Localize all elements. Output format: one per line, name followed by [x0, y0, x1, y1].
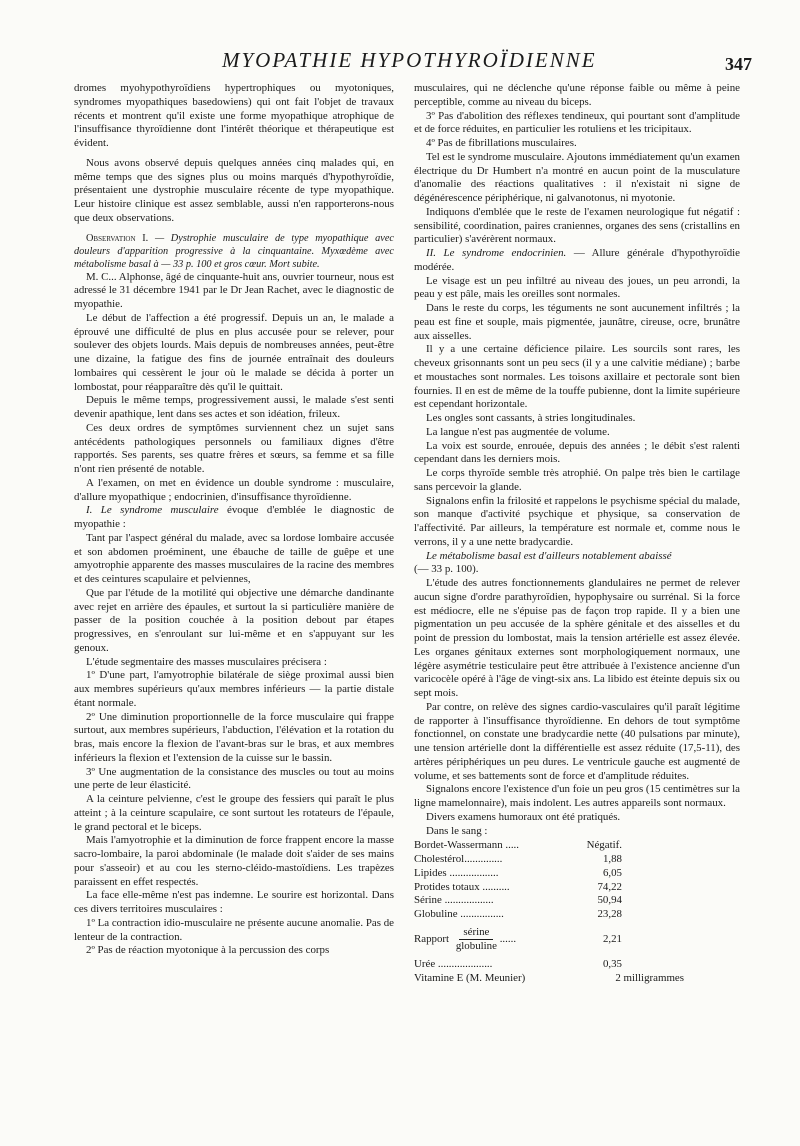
paragraph: La face elle-même n'est pas indemne. Le sourire est horizontal. Dans ces divers territoires musculaires : — [74, 889, 394, 915]
paragraph: Que par l'étude de la motilité qui objective une démarche dandinante avec rejet en arrière des épaules, et surtout la si particulière manière de passer de la position couchée à la position debout par étapes progressives, en s'enroulant sur lui-même et en s'appuyant sur les genoux. — [74, 586, 394, 654]
syndrome-text: évoque d'emblée le diagnostic de myopathie : — [74, 504, 394, 530]
paragraph: Mais l'amyotrophie et la diminution de force frappent encore la masse sacro-lombaire, la paroi abdominale (le malade doit s'aider de ses mains pour s'asseoir) et au cou les sterno-cléido-mastoïdiens. Les trapèzes paraissent en effet respectés. — [74, 834, 394, 888]
paragraph: La voix est sourde, enrouée, depuis des années ; le débit s'est ralenti cependant dans les derniers mois. — [414, 439, 740, 466]
paragraph: Le visage est un peu infiltré au niveau des joues, un peu arrondi, la peau y est pâle, mais les oreilles sont normales. — [414, 274, 740, 301]
paragraph: Depuis le même temps, progressivement aussi, le malade s'est senti devenir apathique, lent dans ses actes et son idéation, frileux. — [74, 394, 394, 420]
paragraph: 2º Pas de réaction myotonique à la percussion des corps — [86, 944, 330, 957]
paragraph: L'étude segmentaire des masses musculaires précisera : — [86, 655, 327, 668]
observation-title: — Dystrophie musculaire de type myopathique avec douleurs d'apparition progressive à la cinquantaine. Myxœdème avec métabolisme basal à — 33 p. 100 et gros cœur. Mort subite. — [74, 232, 394, 270]
paragraph: Divers examens humoraux ont été pratiqués. — [426, 810, 621, 823]
paragraph: 3º Pas d'abolition des réflexes tendineux, qui pourtant sont d'amplitude et de force réduites, en particulier les rotuliens et les tricipitaux. — [414, 109, 740, 136]
paragraph: Ces deux ordres de symptômes surviennent chez un sujet sans antécédents pathologiques personnels ou familiaux dignes d'être rapportés. Ses parents, ses quatre frères et sœurs, sa femme et sa fille n'ont rien présenté de notable. — [74, 421, 394, 475]
paragraph: dromes myohypothyroïdiens hypertrophiques ou myotoniques, syndromes myopathiques basedowiens) qui ont fait l'objet de travaux récents et montrent qu'il existe une forme myopathique atrophique de l'insuffisance thyroïdienne dont l'intérêt théorique et thérapeutique est évident. — [74, 82, 394, 149]
page-number: 347 — [725, 54, 752, 74]
paragraph: M. C... Alphonse, âgé de cinquante-huit ans, ouvrier tourneur, nous est adressé le 31 décembre 1941 par le Dr Jean Rachet, avec le diagnostic de myopathie. — [74, 270, 394, 310]
page-header — [72, 46, 752, 76]
paragraph: 1º La contraction idio-musculaire ne présente aucune anomalie. Pas de lenteur de la contraction. — [74, 916, 394, 943]
lab-row: Vitamine E (M. Meunier) 2 milligrammes — [414, 971, 684, 984]
paragraph: Tant par l'aspect général du malade, avec sa lordose lombaire accusée et son abdomen proéminent, une ébauche de taille de guêpe et une amyotrophie apparente des masses musculaires de la racine des membres et des ceintures scapulaire et pelviennes, — [74, 531, 394, 585]
paragraph: 3º Une augmentation de la consistance des muscles ou tout au moins une perte de leur élasticité. — [74, 765, 394, 792]
endocrine-paragraph — [414, 247, 740, 275]
metabolism-value: (— 33 p. 100). — [414, 563, 479, 576]
syndrome-label: I. Le syndrome musculaire — [86, 504, 219, 517]
paragraph: 1º D'une part, l'amyotrophie bilatérale de siège proximal aussi bien aux membres supérieurs qu'aux membres inférieurs — la partie distale étant normale. — [74, 669, 394, 709]
lab-row: Bordet-Wassermann ..... Négatif. — [414, 839, 622, 852]
ratio-fraction: $\frac{\text{sérine}}{\text{globuline}}$ — [455, 926, 497, 953]
paragraph: Signalons encore l'existence d'un foie un peu gros (15 centimètres sur la ligne mamelonnaire), mais indolent. Les autres appareils sont normaux. — [414, 783, 740, 809]
endocrine-text: — Allure générale d'hypothyroïdie modérée. — [414, 247, 741, 273]
lab-row: Lipides .................. 6,05 — [414, 866, 622, 879]
paragraph: Il y a une certaine déficience pilaire. Les sourcils sont rares, les cheveux grisonnants sont un peu secs (il y a une calvitie médiane) ; barbe et moustaches sont normales. Les toisons axillaire et pectorale sont bien fournies. Il en est de même de la touffe pubienne, dont la limite supérieure est cependant horizontale. — [414, 343, 740, 411]
blood-intro: Dans le sang : — [426, 824, 488, 837]
endocrine-label: II. Le syndrome endocrinien. — [426, 247, 567, 259]
paragraph: 4º Pas de fibrillations musculaires. — [426, 137, 577, 149]
metabolism-italic: Le métabolisme basal est d'ailleurs notablement abaissé — [426, 549, 672, 562]
lab-row: Urée .................... 0,35 — [414, 957, 622, 970]
lab-results-table — [414, 839, 684, 985]
lab-row: Sérine .................. 50,94 — [414, 894, 622, 907]
paragraph: Le début de l'affection a été progressif. Depuis un an, le malade a éprouvé une difficulté de plus en plus accusée pour se relever, pour soulever des objets lourds. Mais depuis de nombreuses années, peut-être une dizaine, la fatigue des fins de journée entraînait des douleurs lombaires qui cessèrent le jour où le malade se décida à porter un lombostat, pour réapparaître dès qu'il le quittait. — [74, 311, 394, 393]
lab-row: Globuline ................ 23,28 — [414, 908, 622, 920]
paragraph: Les ongles sont cassants, à stries longitudinales. — [426, 412, 636, 424]
paragraph: L'étude des autres fonctionnements glandulaires ne permet de relever aucun signe d'ordre parathyroïdien, hypophysaire ou surrénal. Si la force est médiocre, elle ne s'épuise pas de façon trop rapide. Il y a bien une pigmentation un peu accusée de la sphère génitale et des aisselles et du point de pression du lombostat, mais la tension artérielle est assez élevée. Les organes génitaux externes sont morphologiquement normaux, une légère asymétrie testiculaire peut être attribuée à l'existence ancienne d'un varicocèle opéré à l'âge de vingt-six ans. La libido est éteinte depuis six ou sept mois. — [414, 577, 740, 699]
paragraph: Dans le reste du corps, les téguments ne sont aucunement infiltrés ; la peau est fine et souple, mais pigmentée, jaunâtre, cireuse, ocre, brunâtre aux aisselles. — [414, 302, 740, 342]
paragraph: Signalons enfin la frilosité et rappelons le psychisme spécial du malade, son manque d'activité psychique et physique, sa conservation de l'affectivité. Par ailleurs, la température est normale et, comme nous le verrons, il y a une nette bradycardie. — [414, 494, 740, 548]
observation-heading — [74, 232, 394, 271]
metabolism-paragraph — [414, 550, 740, 578]
paragraph: 2º Une diminution proportionnelle de la force musculaire qui frappe surtout, aux membres supérieurs, l'abduction, l'élévation et la rotation du bras, mais encore la flexion de l'avant-bras sur le bras, et aux membres inférieurs la flexion et l'extension de la cuisse sur le bassin. — [74, 710, 394, 764]
paragraph: Tel est le syndrome musculaire. Ajoutons immédiatement qu'un examen électrique du Dr Humbert n'a montré en aucun point de la musculature d'anomalie des réactions qualitatives : il n'existait ni signe de dégénérescence périphérique, ni galvanotonus, ni myotonie. — [414, 150, 740, 204]
syndrome-paragraph — [74, 504, 394, 532]
paragraph: Indiquons d'emblée que le reste de l'examen neurologique fut négatif : sensibilité, coordination, paires craniennes, organes des sens (cristallins en particulier) s'avérèrent normaux. — [414, 205, 740, 246]
running-title: MYOPATHIE HYPOTHYROÏDIENNE — [222, 48, 597, 72]
lab-row: Protides totaux .......... 74,22 — [414, 880, 622, 893]
paragraph: musculaires, qui ne déclenche qu'une réponse faible ou même à peine perceptible, comme au niveau du biceps. — [414, 82, 740, 108]
paragraph: Le corps thyroïde semble très atrophié. On palpe très bien le cartilage sans percevoir la glande. — [414, 467, 740, 493]
left-column — [74, 82, 394, 958]
paragraph: La langue n'est pas augmentée de volume. — [426, 425, 610, 438]
ratio-row: Rapport $\frac{\text{sérine}}{\text{globuline}}$ ...... 2,21 — [414, 926, 622, 953]
paragraph: Nous avons observé depuis quelques années cinq malades qui, en même temps que des signes plus ou moins marqués d'hypothyroïdie, présentaient une dystrophie musculaire récente de type myopathique. Leur histoire clinique est assez semblable, aussi n'en rapporterons-nous que deux observations. — [74, 156, 394, 224]
paragraph: A l'examen, on met en évidence un double syndrome : musculaire, d'allure myopathique ; endocrinien, d'insuffisance thyroïdienne. — [74, 476, 394, 503]
observation-label: Observation I. — [86, 232, 149, 244]
paragraph: A la ceinture pelvienne, c'est le groupe des fessiers qui paraît le plus atteint ; à la ceinture scapulaire, ce sont surtout les rotateurs de l'épaule, le grand pectoral et le biceps. — [74, 793, 394, 833]
paragraph: Par contre, on relève des signes cardio-vasculaires qu'il paraît légitime de rapporter à l'insuffisance thyroïdienne. En dehors de tout symptôme fonctionnel, on constate une bradycardie nette (40 pulsations par minute), une tension artérielle dont la différentielle est assez réduite (17,5-11), des artères périphériques un peu dures. Le ventricule gauche est augmenté de volume, et ses battements sont de force et d'amplitude réduites. — [414, 700, 740, 782]
lab-row: Cholestérol.............. 1,88 — [414, 853, 622, 865]
right-column — [414, 82, 740, 985]
